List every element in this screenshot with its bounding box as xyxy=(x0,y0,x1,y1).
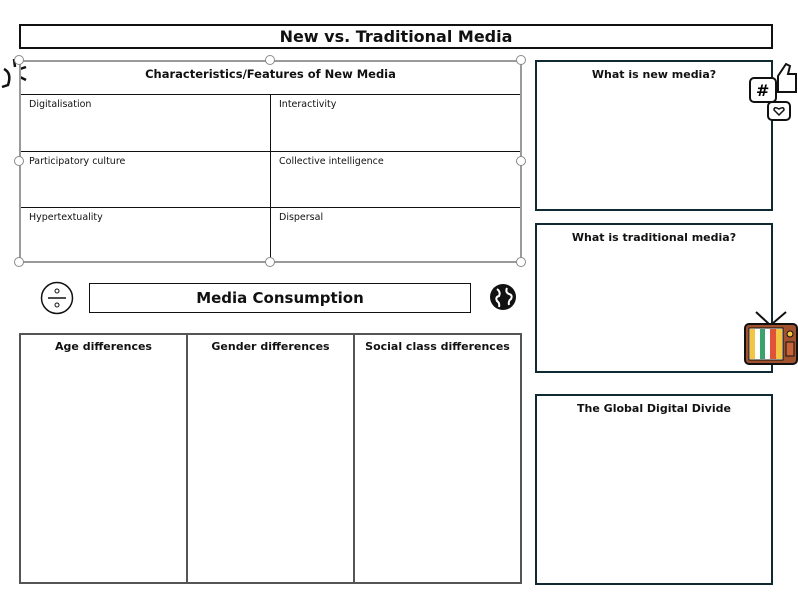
cell-hypertextuality[interactable]: Hypertextuality xyxy=(21,208,271,261)
cell-collective-intelligence[interactable]: Collective intelligence xyxy=(271,152,520,208)
globe-icon xyxy=(489,283,517,315)
divide-icon xyxy=(40,281,74,319)
resize-handle[interactable] xyxy=(516,156,526,166)
box-global-digital-divide[interactable]: The Global Digital Divide xyxy=(535,394,773,585)
page-title: New vs. Traditional Media xyxy=(19,24,773,49)
column-social-class-differences[interactable]: Social class differences xyxy=(365,340,510,353)
cell-participatory-culture[interactable]: Participatory culture xyxy=(21,152,271,208)
features-heading: Characteristics/Features of New Media xyxy=(21,62,520,95)
box-traditional-media[interactable]: What is traditional media? xyxy=(535,223,773,373)
cell-interactivity[interactable]: Interactivity xyxy=(271,95,520,152)
features-table[interactable] xyxy=(19,60,522,263)
media-consumption-heading: Media Consumption xyxy=(89,283,471,313)
cell-digitalisation[interactable]: Digitalisation xyxy=(21,95,271,152)
column-age-differences[interactable]: Age differences xyxy=(21,335,188,582)
resize-handle[interactable] xyxy=(265,257,275,267)
resize-handle[interactable] xyxy=(265,55,275,65)
resize-handle[interactable] xyxy=(14,55,24,65)
tv-icon xyxy=(742,310,798,372)
cell-dispersal[interactable]: Dispersal xyxy=(279,212,324,223)
resize-handle[interactable] xyxy=(14,257,24,267)
social-media-icon xyxy=(748,58,798,128)
svg-text:#: # xyxy=(756,81,770,100)
column-gender-differences[interactable]: Gender differences xyxy=(188,335,355,582)
box-new-media[interactable]: What is new media? xyxy=(535,60,773,211)
resize-handle[interactable] xyxy=(516,55,526,65)
consumption-table[interactable] xyxy=(19,333,522,584)
resize-handle[interactable] xyxy=(14,156,24,166)
resize-handle[interactable] xyxy=(516,257,526,267)
